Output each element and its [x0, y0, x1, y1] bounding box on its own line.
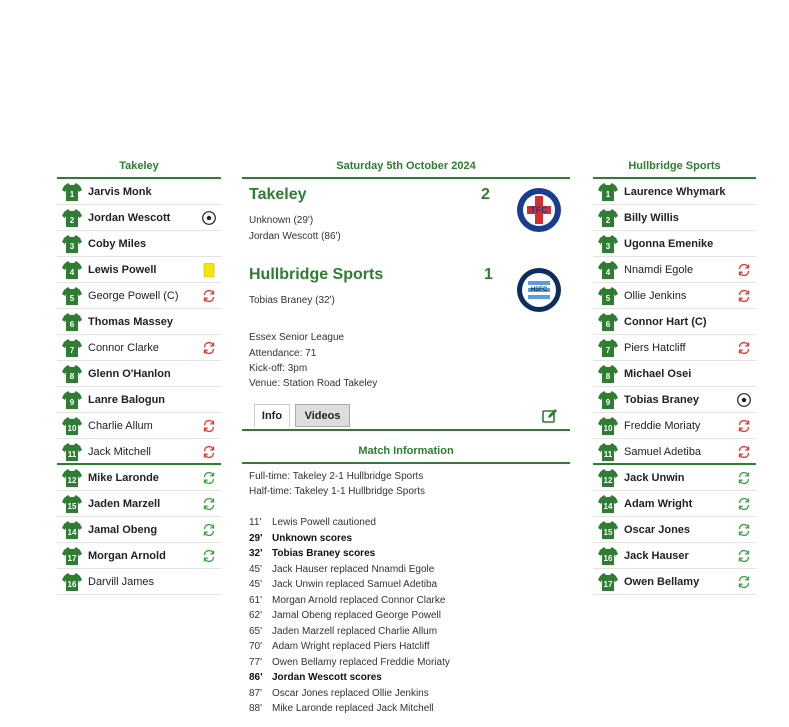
- player-name[interactable]: Laurence Whymark: [624, 186, 726, 198]
- shirt-icon: [62, 468, 82, 488]
- home-team-heading[interactable]: Takeley: [57, 155, 221, 179]
- football-icon: [202, 211, 216, 225]
- event-minute: 86': [249, 672, 263, 683]
- away-lineup: [593, 155, 756, 595]
- shirt-number: 4: [605, 268, 611, 277]
- shirt-number: 3: [605, 242, 611, 251]
- player-name[interactable]: Jaden Marzell: [88, 498, 161, 510]
- shirt-icon: [62, 260, 82, 280]
- shirt-number: 15: [67, 502, 77, 511]
- shirt-number: 8: [69, 372, 75, 381]
- player-name[interactable]: Connor Hart (C): [624, 316, 707, 328]
- shirt-number: 4: [69, 268, 75, 277]
- shirt-icon: [598, 286, 618, 306]
- away-player-row[interactable]: [593, 179, 756, 205]
- home-player-row[interactable]: [57, 335, 221, 361]
- shirt-icon: [598, 546, 618, 566]
- substitution-icon: [737, 575, 751, 589]
- edit-icon[interactable]: [542, 408, 558, 424]
- shirt-number: 11: [67, 450, 77, 459]
- yellow-card-icon: [202, 263, 216, 277]
- shirt-icon: [62, 364, 82, 384]
- away-team-name[interactable]: Hullbridge Sports: [249, 266, 384, 283]
- event-minute: 70': [249, 641, 263, 652]
- shirt-icon: [598, 416, 618, 436]
- shirt-icon: [598, 364, 618, 384]
- event-text: Tobias Braney scores: [272, 548, 376, 559]
- shirt-number: 3: [69, 242, 75, 251]
- shirt-number: 14: [67, 528, 77, 537]
- shirt-number: 6: [69, 320, 75, 329]
- home-player-row[interactable]: [57, 543, 221, 569]
- player-name[interactable]: Mike Laronde: [88, 472, 159, 484]
- kickoff: Kick-off: 3pm: [249, 363, 308, 374]
- away-crest: [516, 267, 562, 313]
- event-text: Owen Bellamy replaced Freddie Moriaty: [272, 656, 450, 668]
- player-name[interactable]: Glenn O'Hanlon: [88, 368, 171, 380]
- home-lineup: [57, 155, 221, 595]
- shirt-number: 2: [605, 216, 611, 225]
- match-center: [242, 155, 570, 727]
- shirt-number: 8: [605, 372, 611, 381]
- away-player-row[interactable]: [593, 257, 756, 283]
- shirt-icon: [598, 338, 618, 358]
- away-player-row[interactable]: [593, 413, 756, 439]
- shirt-icon: [598, 312, 618, 332]
- event-minute: 29': [249, 532, 263, 544]
- match-info-heading: Match Information: [242, 440, 570, 464]
- shirt-number: 7: [605, 346, 611, 355]
- event-minute: 45': [249, 579, 263, 590]
- substitution-icon: [737, 497, 751, 511]
- player-name[interactable]: Adam Wright: [624, 498, 693, 510]
- player-name[interactable]: Jamal Obeng: [88, 524, 158, 536]
- away-player-row[interactable]: [593, 283, 756, 309]
- substitution-icon: [202, 497, 216, 511]
- home-player-row[interactable]: [57, 387, 221, 413]
- home-team-name[interactable]: Takeley: [249, 186, 307, 203]
- tab-info[interactable]: Info: [254, 404, 290, 427]
- shirt-number: 17: [67, 554, 77, 563]
- event-text: Jaden Marzell replaced Charlie Allum: [272, 625, 438, 637]
- event-text: Morgan Arnold replaced Connor Clarke: [272, 594, 446, 606]
- player-name[interactable]: Jarvis Monk: [88, 186, 152, 198]
- shirt-icon: [62, 416, 82, 436]
- home-player-row[interactable]: [57, 439, 221, 465]
- shirt-number: 17: [603, 580, 613, 589]
- shirt-icon: [62, 286, 82, 306]
- player-name[interactable]: Ugonna Emenike: [624, 238, 714, 250]
- shirt-icon: [62, 546, 82, 566]
- shirt-icon: [62, 572, 82, 592]
- player-name[interactable]: Jordan Wescott: [88, 212, 171, 224]
- shirt-icon: [62, 312, 82, 332]
- shirt-icon: [62, 208, 82, 228]
- shirt-number: 5: [69, 294, 75, 303]
- player-name[interactable]: Charlie Allum: [88, 420, 153, 432]
- home-player-row[interactable]: [57, 517, 221, 543]
- away-player-row[interactable]: [593, 309, 756, 335]
- away-player-row[interactable]: [593, 517, 756, 543]
- shirt-number: 16: [603, 554, 613, 563]
- shirt-icon: [62, 390, 82, 410]
- shirt-icon: [598, 260, 618, 280]
- shirt-number: 16: [67, 580, 77, 589]
- event-minute: 77': [249, 656, 263, 668]
- away-player-row[interactable]: [593, 465, 756, 491]
- event-text: Jamal Obeng replaced George Powell: [272, 610, 441, 621]
- away-player-row[interactable]: [593, 205, 756, 231]
- event-minute: 61': [249, 594, 263, 606]
- player-name[interactable]: Connor Clarke: [88, 342, 159, 354]
- event-text: Jack Hauser replaced Nnamdi Egole: [272, 563, 435, 575]
- shirt-icon: [598, 390, 618, 410]
- shirt-icon: [598, 572, 618, 592]
- away-player-row[interactable]: [593, 335, 756, 361]
- event-minute: 65': [249, 625, 263, 637]
- home-player-row[interactable]: [57, 205, 221, 231]
- home-scorer: Unknown (29'): [249, 215, 314, 226]
- player-name[interactable]: Nnamdi Egole: [624, 264, 694, 276]
- player-name[interactable]: Tobias Braney: [624, 394, 699, 406]
- shirt-number: 10: [67, 424, 77, 433]
- shirt-number: 10: [603, 424, 613, 433]
- home-player-row[interactable]: [57, 413, 221, 439]
- player-name[interactable]: Samuel Adetiba: [624, 446, 702, 458]
- home-scorer: Jordan Wescott (86'): [249, 231, 341, 242]
- player-name[interactable]: Freddie Moriaty: [624, 420, 701, 432]
- home-player-row[interactable]: [57, 283, 221, 309]
- home-score: 2: [481, 186, 490, 203]
- event-minute: 88': [249, 703, 263, 714]
- tab-bar: [242, 402, 570, 431]
- home-player-row[interactable]: [57, 257, 221, 283]
- player-name[interactable]: Oscar Jones: [624, 524, 691, 536]
- event-minute: 45': [249, 563, 263, 575]
- substitution-icon: [202, 523, 216, 537]
- shirt-icon: [598, 494, 618, 514]
- player-name[interactable]: Lanre Balogun: [88, 394, 166, 406]
- event-text: Mike Laronde replaced Jack Mitchell: [272, 703, 434, 714]
- home-player-row[interactable]: [57, 309, 221, 335]
- shirt-number: 5: [605, 294, 611, 303]
- shirt-icon: [598, 442, 618, 462]
- event-minute: 62': [249, 610, 263, 621]
- player-name[interactable]: Ollie Jenkins: [624, 290, 687, 302]
- shirt-number: 12: [67, 476, 77, 485]
- away-player-row[interactable]: [593, 491, 756, 517]
- player-name[interactable]: Thomas Massey: [88, 316, 173, 328]
- shirt-number: 2: [69, 216, 75, 225]
- shirt-icon: [62, 442, 82, 462]
- substitution-icon: [202, 289, 216, 303]
- shirt-icon: [598, 182, 618, 202]
- away-player-row[interactable]: [593, 439, 756, 465]
- away-team-heading[interactable]: Hullbridge Sports: [593, 155, 756, 179]
- substitution-icon: [737, 419, 751, 433]
- substitution-icon: [737, 341, 751, 355]
- away-player-row[interactable]: [593, 231, 756, 257]
- shirt-number: 1: [69, 190, 75, 199]
- shirt-number: 1: [605, 190, 611, 199]
- player-name[interactable]: Jack Hauser: [624, 550, 689, 562]
- player-name[interactable]: Morgan Arnold: [88, 550, 166, 562]
- player-name[interactable]: Lewis Powell: [88, 264, 157, 276]
- home-player-row[interactable]: [57, 179, 221, 205]
- shirt-number: 11: [603, 450, 613, 459]
- shirt-icon: [598, 468, 618, 488]
- event-text: Jordan Wescott scores: [272, 672, 382, 683]
- event-text: Oscar Jones replaced Ollie Jenkins: [272, 687, 429, 699]
- event-text: Unknown scores: [272, 532, 353, 544]
- player-name[interactable]: Coby Miles: [88, 238, 147, 250]
- event-minute: 32': [249, 548, 263, 559]
- away-player-row[interactable]: [593, 387, 756, 413]
- shirt-icon: [62, 338, 82, 358]
- half-time-result: Half-time: Takeley 1-1 Hullbridge Sports: [249, 486, 426, 497]
- venue: Venue: Station Road Takeley: [249, 378, 378, 389]
- home-player-row[interactable]: [57, 491, 221, 517]
- substitution-icon: [737, 445, 751, 459]
- home-player-row[interactable]: [57, 231, 221, 257]
- shirt-number: 7: [69, 346, 75, 355]
- substitution-icon: [737, 289, 751, 303]
- shirt-icon: [598, 208, 618, 228]
- home-crest: [516, 187, 562, 233]
- substitution-icon: [202, 419, 216, 433]
- shirt-number: 14: [603, 502, 613, 511]
- attendance: Attendance: 71: [249, 348, 317, 359]
- shirt-number: 12: [603, 476, 613, 485]
- competition[interactable]: Essex Senior League: [249, 332, 345, 343]
- home-player-row[interactable]: [57, 361, 221, 387]
- shirt-icon: [62, 494, 82, 514]
- shirt-icon: [62, 182, 82, 202]
- player-name[interactable]: Owen Bellamy: [624, 576, 700, 588]
- home-crest-text: TFC: [530, 205, 548, 215]
- event-minute: 87': [249, 687, 263, 699]
- substitution-icon: [202, 549, 216, 563]
- tab-videos[interactable]: Videos: [295, 404, 350, 427]
- away-player-row[interactable]: [593, 543, 756, 569]
- away-crest-text: HSFC: [530, 287, 548, 293]
- home-player-row[interactable]: [57, 465, 221, 491]
- event-text: Adam Wright replaced Piers Hatcliff: [272, 641, 430, 652]
- player-name[interactable]: Piers Hatcliff: [624, 342, 686, 354]
- player-name[interactable]: Darvill James: [88, 576, 155, 588]
- shirt-icon: [598, 234, 618, 254]
- shirt-icon: [62, 234, 82, 254]
- player-name[interactable]: Billy Willis: [624, 212, 679, 224]
- event-text: Lewis Powell cautioned: [272, 517, 376, 528]
- substitution-icon: [202, 341, 216, 355]
- shirt-number: 6: [605, 320, 611, 329]
- substitution-icon: [737, 263, 751, 277]
- football-icon: [737, 393, 751, 407]
- shirt-number: 9: [69, 398, 75, 407]
- shirt-icon: [598, 520, 618, 540]
- home-player-row[interactable]: [57, 569, 221, 595]
- substitution-icon: [737, 523, 751, 537]
- player-name[interactable]: Jack Mitchell: [88, 446, 151, 458]
- away-player-row[interactable]: [593, 569, 756, 595]
- event-minute: 11': [249, 517, 262, 528]
- event-text: Jack Unwin replaced Samuel Adetiba: [272, 579, 438, 590]
- player-name[interactable]: Jack Unwin: [624, 472, 685, 484]
- shirt-number: 15: [603, 528, 613, 537]
- shirt-number: 9: [605, 398, 611, 407]
- player-name[interactable]: Michael Osei: [624, 368, 692, 380]
- full-time-result: Full-time: Takeley 2-1 Hullbridge Sports: [249, 471, 424, 482]
- shirt-icon: [62, 520, 82, 540]
- player-name[interactable]: George Powell (C): [88, 290, 179, 302]
- away-score: 1: [484, 266, 493, 283]
- away-player-row[interactable]: [593, 361, 756, 387]
- substitution-icon: [737, 549, 751, 563]
- substitution-icon: [202, 471, 216, 485]
- substitution-icon: [202, 445, 216, 459]
- match-date: Saturday 5th October 2024: [242, 155, 570, 179]
- away-scorer: Tobias Braney (32'): [249, 295, 335, 306]
- substitution-icon: [737, 471, 751, 485]
